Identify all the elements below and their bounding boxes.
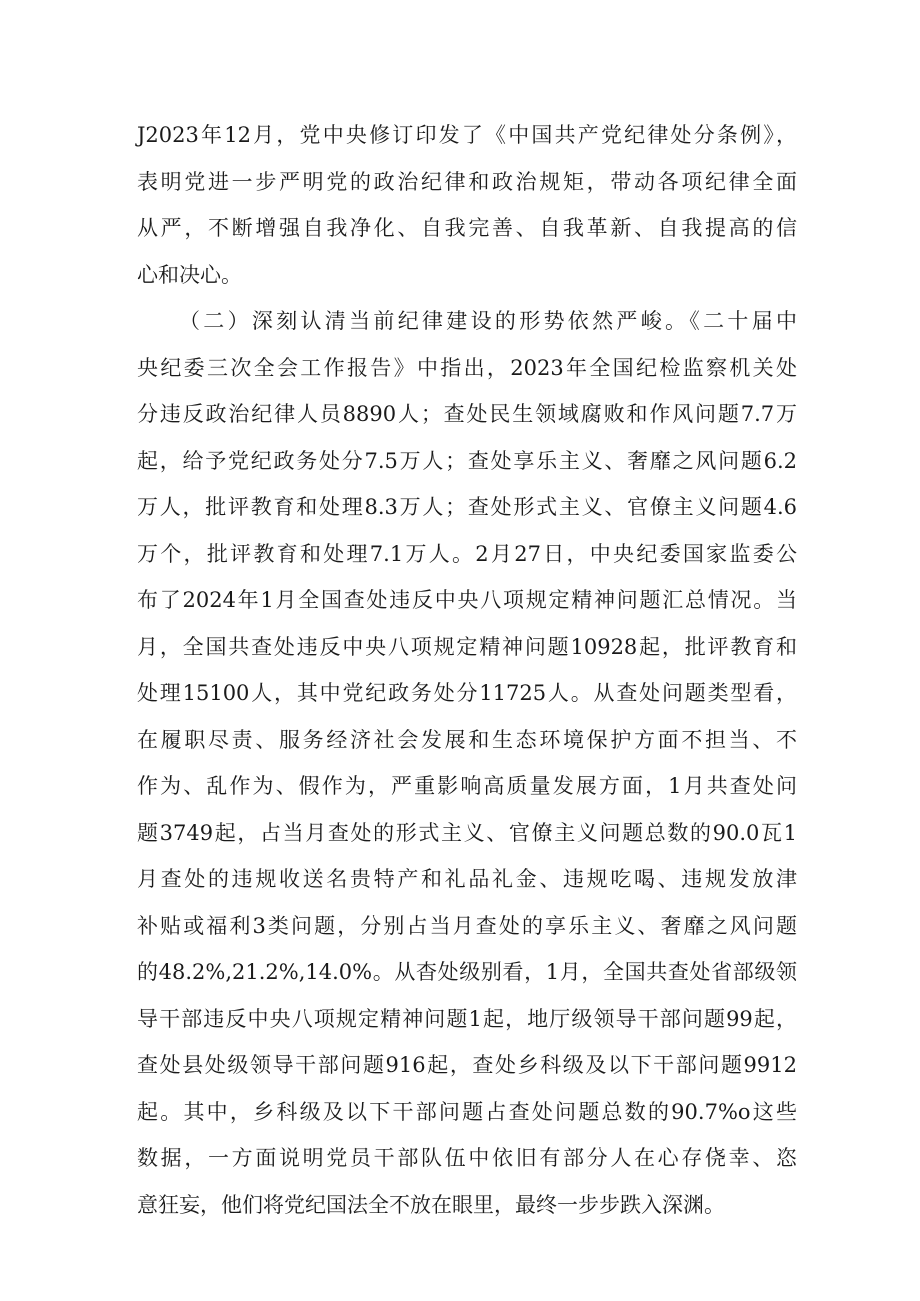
text-line: 月查处的违规收送名贵特产和礼品礼金、违规吃喝、违规发放津 xyxy=(137,867,797,891)
text-line: 查处县处级领导干部问题916起，查处乡科级及以下干部问题9912 xyxy=(137,1053,797,1077)
text-line: 数据，一方面说明党员干部队伍中依旧有部分人在心存侥幸、恣 xyxy=(137,1146,797,1170)
text-line: 意狂妄，他们将党纪国法全不放在眼里，最终一步步跌入深渊。 xyxy=(137,1192,725,1217)
text-line: 起，给予党纪政务处分7.5万人；查处享乐主义、奢靡之风问题6.2 xyxy=(137,448,797,473)
paragraph-2 xyxy=(137,298,797,1228)
paragraph-1 xyxy=(137,112,797,298)
text-line: 布了2024年1月全国查处违反中央八项规定精神问题汇总情况。当 xyxy=(137,588,797,612)
text-line: 心和决心。 xyxy=(137,262,242,287)
text-line: 作为、乱作为、假作为，严重影响高质量发展方面，1月共查处问 xyxy=(137,774,797,798)
text-line: 在履职尽责、服务经济社会发展和生态环境保护方面不担当、不 xyxy=(137,727,797,752)
text-line: 导干部违反中央八项规定精神问题1起，地厅级领导干部问题99起， xyxy=(137,1006,797,1031)
text-line: 题3749起，占当月查处的形式主义、官僚主义问题总数的90.0瓦1 xyxy=(137,820,797,845)
text-line: 补贴或福利3类问题，分别占当月查处的享乐主义、奢靡之风问题 xyxy=(137,913,797,938)
text-line: J2023年12月，党中央修订印发了《中国共产党纪律处分条例》， xyxy=(137,123,797,147)
text-line: 万个，批评教育和处理7.1万人。2月27日，中央纪委国家监委公 xyxy=(137,541,797,566)
body-text xyxy=(137,112,797,1228)
text-line: （二）深刻认清当前纪律建设的形势依然严峻。《二十届中 xyxy=(179,309,797,333)
text-line: 起。其中，乡科级及以下干部问题占查处问题总数的90.7%o这些 xyxy=(137,1099,797,1124)
text-line: 从严，不断增强自我净化、自我完善、自我革新、自我提高的信 xyxy=(137,216,797,240)
text-line: 分违反政治纪律人员8890人；查处民生领域腐败和作风问题7.7万 xyxy=(137,402,797,426)
text-line: 处理15100人，其中党纪政务处分11725人。从查处问题类型看， xyxy=(137,681,797,705)
text-line: 表明党进一步严明党的政治纪律和政治规矩，带动各项纪律全面 xyxy=(137,169,797,194)
text-line: 万人，批评教育和处理8.3万人；查处形式主义、官僚主义问题4.6 xyxy=(137,495,797,519)
text-line: 央纪委三次全会工作报告》中指出，2023年全国纪检监察机关处 xyxy=(137,355,797,380)
text-line: 月，全国共查处违反中央八项规定精神问题10928起，批评教育和 xyxy=(137,634,797,659)
text-line: 的48.2%,21.2%,14.0%。从杳处级别看，1月，全国共查处省部级领 xyxy=(137,960,797,984)
